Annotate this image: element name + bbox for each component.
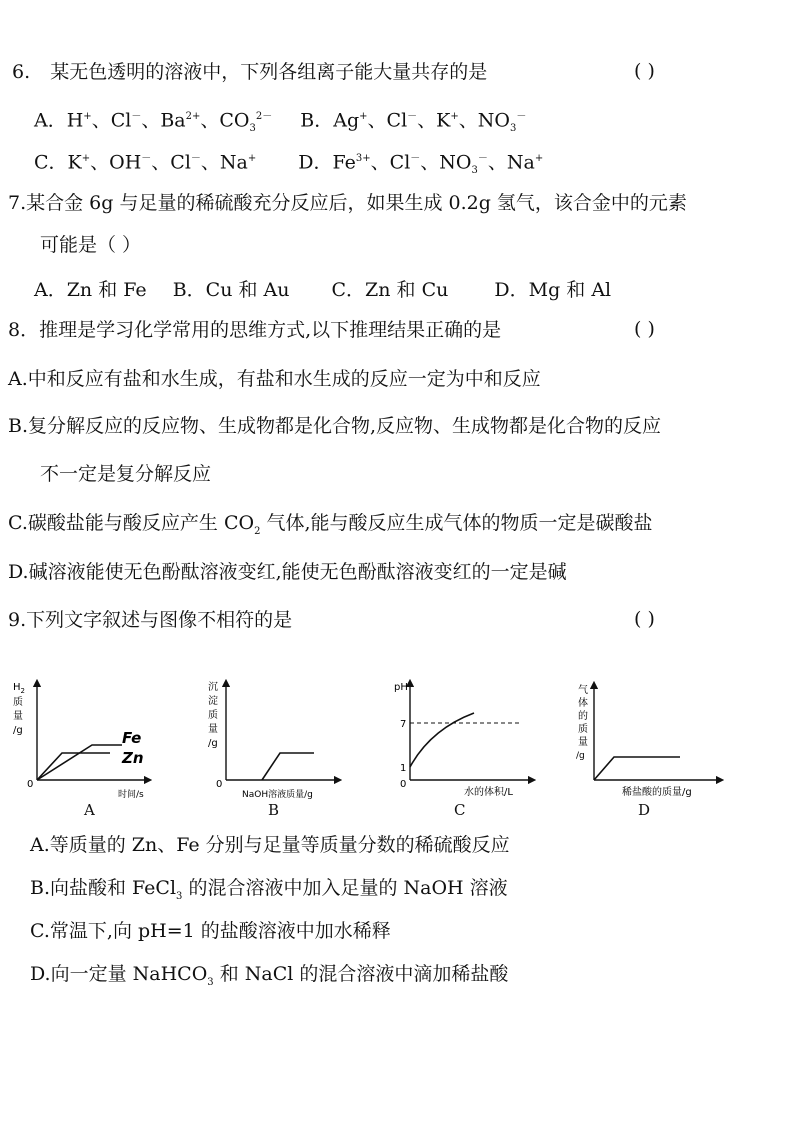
- graph-d-caption: D: [638, 801, 651, 819]
- graph-b-caption: B: [268, 801, 280, 819]
- graph-d-ylabel-3: 的: [578, 711, 588, 722]
- graph-b-precipitate-curve: [262, 753, 314, 780]
- q9-answer-paren: ( ): [634, 608, 655, 630]
- q6-number: 6.: [12, 61, 31, 83]
- graph-b-xlabel: NaOH溶液质量/g: [242, 790, 313, 800]
- q7-options: [34, 278, 611, 302]
- graph-b-origin: 0: [216, 779, 223, 790]
- graph-d-ylabel-6: /g: [576, 751, 585, 761]
- graph-d-ylabel-4: 质: [578, 724, 588, 735]
- graph-b: [196, 675, 356, 825]
- graph-a-ylabel-4: /g: [13, 725, 23, 736]
- q6-options-row1: [34, 105, 526, 141]
- q9-option-d: D.向一定量 NaHCO$_3$ 和 NaCl 的混合溶液中滴加稀盐酸: [30, 963, 509, 988]
- q8-option-c: C.碳酸盐能与酸反应产生 $CO_2$ 气体,能与酸反应生成气体的物质一定是碳酸盐: [8, 512, 653, 537]
- q8-stem: 8．推理是学习化学常用的思维方式,以下推理结果正确的是: [8, 319, 502, 341]
- q9-option-a: A.等质量的 Zn、Fe 分别与足量等质量分数的稀硫酸反应: [30, 834, 510, 856]
- q6-option-d: D．$Fe^{3+}$、Cl－、$NO_3^-$、Na+: [298, 151, 544, 177]
- graph-a-xlabel: 时间/s: [118, 790, 144, 800]
- graph-c-ylabel: pH: [394, 682, 408, 693]
- q8-option-a: A.中和反应有盐和水生成，有盐和水生成的反应一定为中和反应: [8, 368, 541, 390]
- q7-option-a: A．Zn 和 Fe: [34, 279, 147, 301]
- q7-option-d: D．Mg 和 Al: [494, 279, 612, 301]
- graph-d-ylabel-2: 体: [578, 698, 588, 709]
- graph-d-xlabel: 稀盐酸的质量/g: [622, 787, 692, 798]
- graph-a-ylabel-3: 量: [13, 711, 23, 722]
- graph-b-ylabel-5: /g: [208, 738, 218, 749]
- graph-a-caption: A: [84, 801, 95, 819]
- graph-b-ylabel-2: 淀: [208, 696, 218, 707]
- q7-stem-line1: 7.某合金 6g 与足量的稀硫酸充分反应后，如果生成 0.2g 氢气，该合金中的元素: [8, 192, 687, 214]
- q9-option-c: C.常温下,向 pH=1 的盐酸溶液中加水稀释: [30, 920, 391, 942]
- q6-answer-paren: ( ): [634, 60, 655, 82]
- graph-c: [382, 675, 542, 825]
- graph-a-ylabel-2: 质: [13, 697, 23, 708]
- q7-option-c: C．Zn 和 Cu: [331, 279, 449, 301]
- q8-option-b-line2: 不一定是复分解反应: [40, 463, 212, 485]
- q6-option-b: B．Ag+、Cl－、K+、$NO_3^-$: [300, 109, 527, 135]
- q6-stem-line: [12, 60, 487, 84]
- q7-option-b: B．Cu 和 Au: [172, 279, 290, 301]
- q6-options-row2: [34, 147, 543, 183]
- graph-b-ylabel-4: 量: [208, 724, 218, 735]
- graph-c-tick-1: 1: [400, 763, 407, 774]
- graph-c-origin: 0: [400, 779, 407, 790]
- graph-d-gas-curve: [594, 757, 680, 780]
- graph-a-origin: 0: [27, 779, 34, 790]
- graph-d-ylabel-5: 量: [578, 737, 588, 748]
- graph-a-fe-curve: [37, 745, 122, 780]
- q7-stem-line2: 可能是（ ）: [40, 234, 142, 256]
- q9-option-b: B.向盐酸和 FeCl$_3$ 的混合溶液中加入足量的 NaOH 溶液: [30, 877, 508, 902]
- q8-option-d: D.碱溶液能使无色酚酞溶液变红,能使无色酚酞溶液变红的一定是碱: [8, 561, 567, 583]
- q8-option-b-line1: B.复分解反应的反应物、生成物都是化合物,反应物、生成物都是化合物的反应: [8, 415, 662, 437]
- graph-b-ylabel-1: 沉: [208, 682, 218, 693]
- graph-d-ylabel-1: 气: [578, 685, 588, 696]
- q8-answer-paren: ( ): [634, 318, 655, 340]
- graph-a-ylabel-1: $H_2$: [13, 682, 25, 695]
- graph-a: [10, 675, 170, 825]
- graph-c-caption: C: [454, 801, 466, 819]
- graph-c-tick-7: 7: [400, 719, 407, 730]
- graph-c-xlabel: 水的体积/L: [464, 787, 513, 798]
- graph-c-ph-curve: [410, 713, 474, 767]
- q6-option-c: C．K+、OH－、Cl－、Na+: [34, 151, 257, 174]
- graph-b-ylabel-3: 质: [208, 710, 218, 721]
- q9-stem: 9.下列文字叙述与图像不相符的是: [8, 609, 293, 631]
- q6-stem: 某无色透明的溶液中，下列各组离子能大量共存的是: [50, 61, 488, 83]
- graph-a-zn-label: Zn: [122, 749, 144, 767]
- graph-a-fe-label: Fe: [122, 729, 142, 747]
- q6-option-a: A．H+、Cl－、$Ba^{2+}$、$CO_3^{2-}$: [34, 109, 273, 135]
- graph-d: [570, 675, 740, 825]
